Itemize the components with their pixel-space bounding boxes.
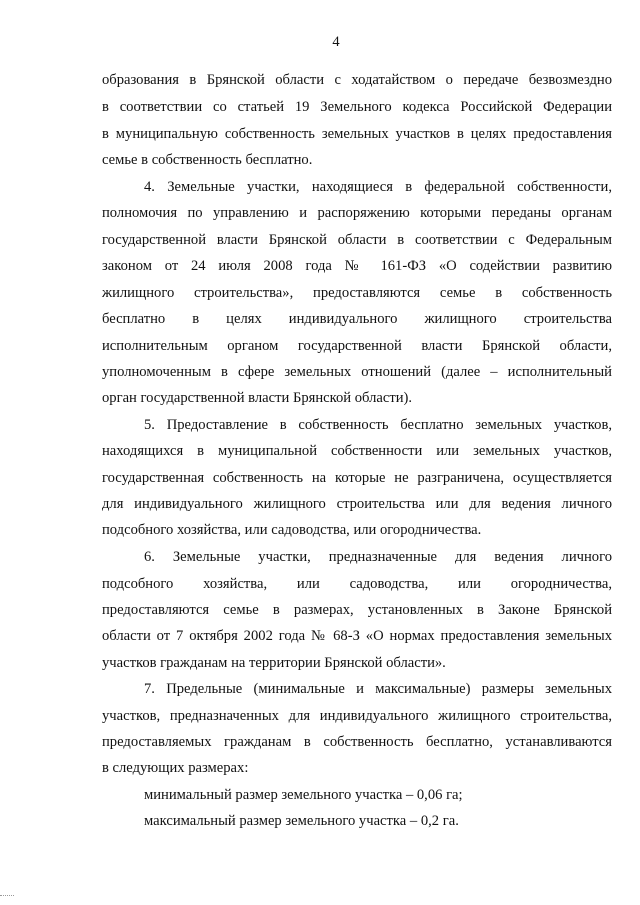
text-line: 5. Предоставление в собственность бесплатно земельных участков, xyxy=(144,417,612,433)
text-line: подсобного хозяйства, или садоводства, или огородничества. xyxy=(102,522,482,538)
text-line: 4. Земельные участки, находящиеся в федеральной собственности, xyxy=(144,179,612,195)
text-line: бесплатно в целях индивидуального жилищного строительства xyxy=(102,311,612,327)
text-line: участков, предназначенных для индивидуального жилищного строительства, xyxy=(102,708,612,724)
page-number: 4 xyxy=(332,34,340,50)
text-line: 6. Земельные участки, предназначенные для ведения личного xyxy=(144,549,612,565)
text-line: предоставляемых гражданам в собственность бесплатно, устанавливаются xyxy=(102,734,612,750)
text-line: жилищного строительства», предоставляются семье в собственность xyxy=(102,285,612,301)
text-line: области от 7 октября 2002 года № 68-З «О нормах предоставления земельных xyxy=(102,628,612,644)
text-line: предоставляются семье в размерах, установленных в Законе Брянской xyxy=(102,602,612,618)
text-line: государственная собственность на которые не разграничена, осуществляется xyxy=(102,470,612,486)
text-line: исполнительным органом государственной власти Брянской области, xyxy=(102,338,612,354)
text-line: законом от 24 июля 2008 года № 161-ФЗ «О содействии развитию xyxy=(102,258,612,274)
text-line: в следующих размерах: xyxy=(102,760,249,776)
text-line: 7. Предельные (минимальные и максимальные) размеры земельных xyxy=(144,681,612,697)
text-line: максимальный размер земельного участка – 0,2 га. xyxy=(144,813,459,829)
text-line: орган государственной власти Брянской области). xyxy=(102,390,413,406)
text-line: в муниципальную собственность земельных участков в целях предоставления xyxy=(102,126,612,142)
text-line: минимальный размер земельного участка – 0,06 га; xyxy=(144,787,463,803)
text-line: подсобного хозяйства, или садоводства, или огородничества, xyxy=(102,576,612,592)
text-line: находящихся в муниципальной собственности или земельных участков, xyxy=(102,443,612,459)
text-line: для индивидуального жилищного строительства или для ведения личного xyxy=(102,496,612,512)
text-line: полномочия по управлению и распоряжению которыми переданы органам xyxy=(102,205,612,221)
text-line: семье в собственность бесплатно. xyxy=(102,152,313,168)
text-line: образования в Брянской области с ходатайством о передаче безвозмездно xyxy=(102,72,612,88)
text-line: уполномоченным в сфере земельных отношений (далее – исполнительный xyxy=(102,364,612,380)
text-line: участков гражданам на территории Брянской области». xyxy=(102,655,446,671)
text-line: государственной власти Брянской области в соответствии с Федеральным xyxy=(102,232,612,248)
scan-edge-mark xyxy=(0,895,14,899)
text-line: в соответствии со статьей 19 Земельного кодекса Российской Федерации xyxy=(102,99,612,115)
